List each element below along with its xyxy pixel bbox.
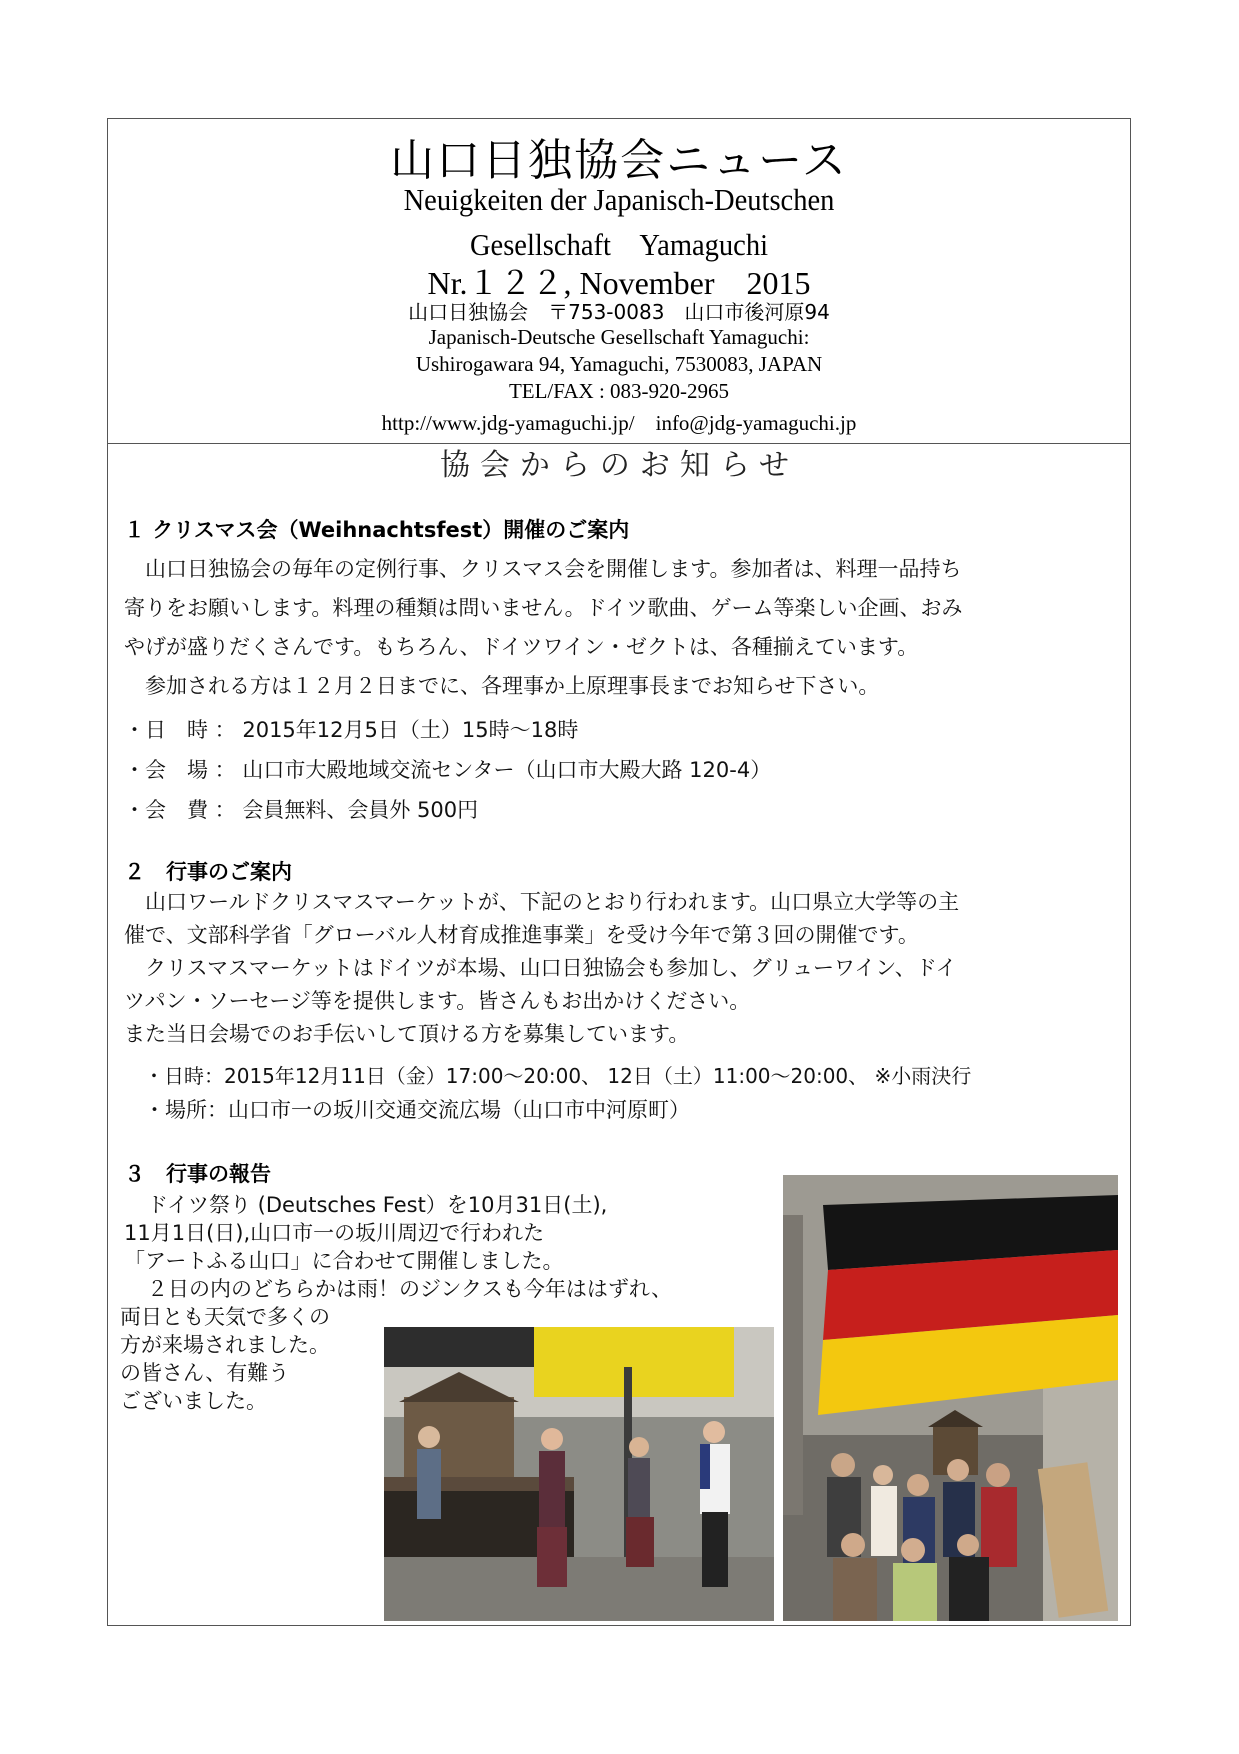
paragraph-line: 山口日独協会の毎年の定例行事、クリスマス会を開催します。参加者は、料理一品持ち [145, 557, 962, 581]
newsletter-title-jp: 山口日独協会ニュース [390, 135, 848, 186]
notice-title: 協会からのお知らせ [439, 448, 800, 483]
report-line: ドイツ祭り (Deutsches Fest）を10月31日(土), [147, 1193, 608, 1217]
section-3-heading: ３ 行事の報告 [124, 1162, 271, 1186]
paragraph-line: 寄りをお願いします。料理の種類は問いません。ドイツ歌曲、ゲーム等楽しい企画、おみ [124, 596, 963, 620]
section-1-body [124, 550, 1124, 706]
paragraph-line: また当日会場でのお手伝いして頂ける方を募集しています。 [124, 1022, 690, 1046]
paragraph-line: ツパン・ソーセージ等を提供します。皆さんもお出かけください。 [124, 989, 751, 1013]
market-place: ・場所：山口市一の坂川交通交流広場（山口市中河原町） [144, 1098, 690, 1122]
photo-market-stall [384, 1327, 774, 1621]
paragraph-line: クリスマスマーケットはドイツが本場、山口日独協会も参加し、グリューワイン、ドイ [145, 956, 957, 980]
report-line: 11月1日(日),山口市一の坂川周辺で行われた [124, 1221, 545, 1245]
market-date: ・日時：2015年12月11日（金）17:00～20:00、 12日（土）11:00～20:00、 ※小雨決行 [144, 1064, 972, 1088]
event-venue: ・会 場 ： 山口市大殿地域交流センター（山口市大殿大路 120-4） [124, 758, 772, 782]
paragraph-line: やげが盛りだくさんです。もちろん、ドイツワイン・ゼクトは、各種揃えています。 [124, 635, 919, 659]
report-line: ２日の内のどちらかは雨！のジンクスも今年ははずれ、 [147, 1277, 673, 1301]
report-line: 方が来場されました。 [120, 1333, 330, 1357]
section-1-heading: １ クリスマス会（Weihnachtsfest）開催のご案内 [124, 518, 630, 542]
event-fee: ・会 費 ： 会員無料、会員外 500円 [124, 798, 479, 822]
section-2-body [124, 886, 1124, 1051]
report-line: ございました。 [120, 1389, 267, 1413]
paragraph-line: 参加される方は１２月２日までに、各理事か上原理事長までお知らせ下さい。 [145, 674, 880, 698]
address-jp: 山口日独協会 〒753-0083 山口市後河原94 [408, 300, 830, 324]
market-stall-photo-illustration [384, 1327, 774, 1621]
report-line: 「アートふる山口」に合わせて開催しました。 [124, 1249, 564, 1273]
web-email: http://www.jdg-yamaguchi.jp/ info@jdg-yamaguchi.jp [381, 411, 857, 435]
photo-flag-group [783, 1175, 1118, 1621]
tel-fax: TEL/FAX : 083-920-2965 [508, 379, 730, 403]
report-line: の皆さん、有難う [120, 1361, 290, 1385]
issue-number: Nr.１２２, November 2015 [427, 265, 811, 301]
paragraph-line: 催で、文部科学省「グローバル人材育成推進事業」を受け今年で第３回の開催です。 [124, 923, 919, 947]
newsletter-title-de-2: Gesellschaft Yamaguchi [469, 227, 769, 262]
flag-group-photo-illustration [783, 1175, 1118, 1621]
section-2-heading: ２ 行事のご案内 [124, 860, 292, 884]
address-de: Ushirogawara 94, Yamaguchi, 7530083, JAPAN [415, 352, 823, 376]
masthead [107, 118, 1131, 444]
event-date: ・日 時 ： 2015年12月5日（土）15時～18時 [124, 718, 579, 742]
report-line: 両日とも天気で多くの [120, 1305, 330, 1329]
org-name-de: Japanisch-Deutsche Gesellschaft Yamaguchi: [428, 325, 810, 349]
paragraph-line: 山口ワールドクリスマスマーケットが、下記のとおり行われます。山口県立大学等の主 [145, 890, 960, 914]
newsletter-title-de-1: Neuigkeiten der Japanisch-Deutschen [403, 182, 835, 217]
